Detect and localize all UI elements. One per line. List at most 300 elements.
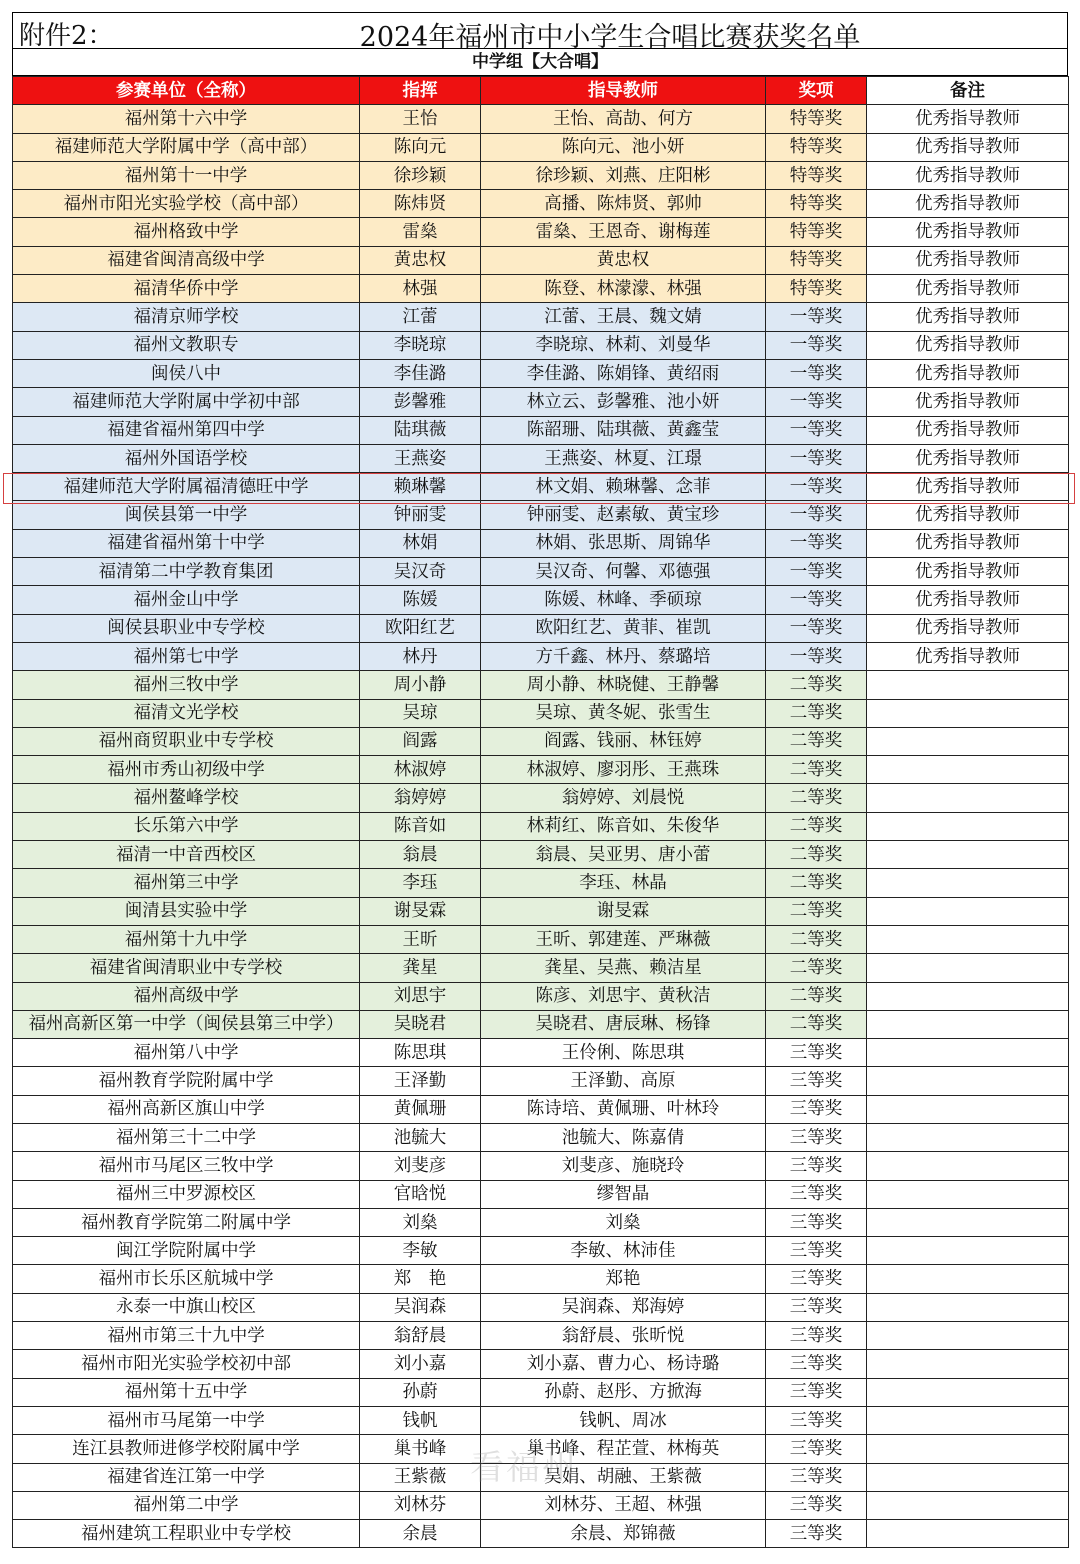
cell-unit: 长乐第六中学 <box>13 812 360 840</box>
table-row <box>13 1039 1069 1067</box>
cell-conductor: 陆琪薇 <box>360 416 481 444</box>
cell-unit: 福州三牧中学 <box>13 671 360 699</box>
cell-unit: 福建师范大学附属福清德旺中学 <box>13 473 360 501</box>
cell-award: 一等奖 <box>766 642 867 670</box>
cell-teachers: 黄忠权 <box>481 246 766 274</box>
cell-note <box>867 812 1069 840</box>
cell-conductor: 吴润森 <box>360 1293 481 1321</box>
table-row <box>13 1067 1069 1095</box>
cell-teachers: 吴晓君、唐辰琳、杨锋 <box>481 1010 766 1038</box>
cell-note <box>867 784 1069 812</box>
cell-unit: 闽侯县第一中学 <box>13 501 360 529</box>
cell-note: 优秀指导教师 <box>867 501 1069 529</box>
cell-conductor: 陈炜贤 <box>360 190 481 218</box>
cell-teachers: 吴润森、郑海婷 <box>481 1293 766 1321</box>
table-row <box>13 727 1069 755</box>
cell-award: 一等奖 <box>766 473 867 501</box>
cell-note: 优秀指导教师 <box>867 133 1069 161</box>
cell-unit: 福建省福州第十中学 <box>13 529 360 557</box>
cell-note <box>867 1293 1069 1321</box>
group-subtitle: 中学组【大合唱】 <box>12 48 1068 76</box>
cell-conductor: 江蕾 <box>360 303 481 331</box>
cell-award: 特等奖 <box>766 105 867 133</box>
cell-note: 优秀指导教师 <box>867 473 1069 501</box>
table-row <box>13 869 1069 897</box>
cell-unit: 福州市阳光实验学校（高中部） <box>13 190 360 218</box>
cell-unit: 福州高级中学 <box>13 982 360 1010</box>
cell-teachers: 吴娟、胡融、王紫薇 <box>481 1463 766 1491</box>
cell-award: 一等奖 <box>766 331 867 359</box>
cell-teachers: 陈诗培、黄佩珊、叶林玲 <box>481 1095 766 1123</box>
cell-conductor: 刘燊 <box>360 1208 481 1236</box>
cell-award: 二等奖 <box>766 1010 867 1038</box>
cell-award: 二等奖 <box>766 756 867 784</box>
cell-award: 一等奖 <box>766 558 867 586</box>
cell-note <box>867 841 1069 869</box>
cell-unit: 福州第十六中学 <box>13 105 360 133</box>
cell-teachers: 巢书峰、程芷萱、林梅英 <box>481 1435 766 1463</box>
cell-conductor: 陈思琪 <box>360 1039 481 1067</box>
cell-unit: 福州市马尾第一中学 <box>13 1406 360 1434</box>
table-row <box>13 218 1069 246</box>
cell-conductor: 翁舒晨 <box>360 1322 481 1350</box>
cell-conductor: 林强 <box>360 275 481 303</box>
cell-unit: 福州市长乐区航城中学 <box>13 1265 360 1293</box>
cell-conductor: 黄佩珊 <box>360 1095 481 1123</box>
table-row <box>13 303 1069 331</box>
cell-note: 优秀指导教师 <box>867 642 1069 670</box>
cell-note <box>867 1491 1069 1519</box>
cell-award: 二等奖 <box>766 869 867 897</box>
table-row <box>13 671 1069 699</box>
table-body <box>13 105 1069 1548</box>
cell-teachers: 翁晨、吴亚男、唐小蕾 <box>481 841 766 869</box>
cell-conductor: 钱帆 <box>360 1406 481 1434</box>
cell-teachers: 谢旻霖 <box>481 897 766 925</box>
cell-unit: 福州教育学院附属中学 <box>13 1067 360 1095</box>
cell-award: 一等奖 <box>766 303 867 331</box>
cell-conductor: 李晓琼 <box>360 331 481 359</box>
table-row <box>13 501 1069 529</box>
cell-conductor: 钟丽雯 <box>360 501 481 529</box>
table-row <box>13 1180 1069 1208</box>
cell-award: 二等奖 <box>766 982 867 1010</box>
table-row <box>13 1491 1069 1519</box>
cell-teachers: 吴琼、黄冬妮、张雪生 <box>481 699 766 727</box>
cell-teachers: 江蕾、王晨、魏文婧 <box>481 303 766 331</box>
cell-conductor: 林丹 <box>360 642 481 670</box>
cell-note <box>867 897 1069 925</box>
cell-teachers: 钱帆、周冰 <box>481 1406 766 1434</box>
cell-teachers: 王怡、高劼、何方 <box>481 105 766 133</box>
cell-conductor: 王紫薇 <box>360 1463 481 1491</box>
cell-award: 二等奖 <box>766 897 867 925</box>
cell-teachers: 池毓大、陈嘉倩 <box>481 1123 766 1151</box>
cell-teachers: 王泽勤、高原 <box>481 1067 766 1095</box>
cell-unit: 福州第十九中学 <box>13 925 360 953</box>
cell-award: 一等奖 <box>766 614 867 642</box>
cell-conductor: 郑 艳 <box>360 1265 481 1293</box>
cell-note <box>867 1265 1069 1293</box>
cell-unit: 福州第七中学 <box>13 642 360 670</box>
column-header-note: 备注 <box>867 77 1069 105</box>
cell-unit: 福建师范大学附属中学（高中部） <box>13 133 360 161</box>
cell-award: 三等奖 <box>766 1322 867 1350</box>
cell-award: 三等奖 <box>766 1378 867 1406</box>
cell-conductor: 刘小嘉 <box>360 1350 481 1378</box>
cell-unit: 福州市马尾区三牧中学 <box>13 1152 360 1180</box>
table-row <box>13 105 1069 133</box>
cell-teachers: 王燕姿、林夏、江璟 <box>481 444 766 472</box>
cell-teachers: 刘斐彦、施晓玲 <box>481 1152 766 1180</box>
cell-note <box>867 1237 1069 1265</box>
cell-teachers: 高播、陈炜贤、郭帅 <box>481 190 766 218</box>
cell-award: 特等奖 <box>766 190 867 218</box>
cell-conductor: 吴汉奇 <box>360 558 481 586</box>
cell-award: 特等奖 <box>766 218 867 246</box>
table-row <box>13 812 1069 840</box>
table-row <box>13 275 1069 303</box>
cell-award: 三等奖 <box>766 1491 867 1519</box>
cell-note <box>867 925 1069 953</box>
table-row <box>13 1378 1069 1406</box>
table-row <box>13 1208 1069 1236</box>
table-row <box>13 133 1069 161</box>
cell-conductor: 周小静 <box>360 671 481 699</box>
cell-note <box>867 727 1069 755</box>
cell-award: 三等奖 <box>766 1463 867 1491</box>
table-row <box>13 614 1069 642</box>
cell-conductor: 欧阳红艺 <box>360 614 481 642</box>
cell-note <box>867 1520 1069 1548</box>
cell-teachers: 缪智晶 <box>481 1180 766 1208</box>
table-row <box>13 1406 1069 1434</box>
table-row <box>13 925 1069 953</box>
cell-unit: 福州第十一中学 <box>13 161 360 189</box>
cell-award: 三等奖 <box>766 1520 867 1548</box>
cell-award: 三等奖 <box>766 1039 867 1067</box>
table-row <box>13 756 1069 784</box>
cell-teachers: 刘燊 <box>481 1208 766 1236</box>
cell-conductor: 雷燊 <box>360 218 481 246</box>
table-row <box>13 1152 1069 1180</box>
cell-note <box>867 1123 1069 1151</box>
cell-teachers: 徐珍颖、刘燕、庄阳彬 <box>481 161 766 189</box>
cell-award: 二等奖 <box>766 671 867 699</box>
cell-note <box>867 869 1069 897</box>
cell-teachers: 王昕、郭建莲、严琳薇 <box>481 925 766 953</box>
table-row <box>13 954 1069 982</box>
cell-teachers: 林文娟、赖琳馨、念菲 <box>481 473 766 501</box>
cell-conductor: 池毓大 <box>360 1123 481 1151</box>
cell-conductor: 李佳潞 <box>360 359 481 387</box>
cell-teachers: 刘林芬、王超、林强 <box>481 1491 766 1519</box>
cell-note: 优秀指导教师 <box>867 161 1069 189</box>
cell-award: 一等奖 <box>766 359 867 387</box>
table-row <box>13 416 1069 444</box>
cell-unit: 福建省福州第四中学 <box>13 416 360 444</box>
cell-note <box>867 1406 1069 1434</box>
cell-unit: 福州高新区旗山中学 <box>13 1095 360 1123</box>
column-header-award: 奖项 <box>766 77 867 105</box>
column-header-conductor: 指挥 <box>360 77 481 105</box>
cell-note <box>867 1067 1069 1095</box>
cell-teachers: 林娟、张思斯、周锦华 <box>481 529 766 557</box>
cell-unit: 福州教育学院第二附属中学 <box>13 1208 360 1236</box>
cell-unit: 福州金山中学 <box>13 586 360 614</box>
table-row <box>13 444 1069 472</box>
cell-award: 特等奖 <box>766 275 867 303</box>
cell-teachers: 林立云、彭馨雅、池小妍 <box>481 388 766 416</box>
cell-unit: 福建省闽清高级中学 <box>13 246 360 274</box>
table-row <box>13 642 1069 670</box>
cell-conductor: 王昕 <box>360 925 481 953</box>
table-row <box>13 1095 1069 1123</box>
cell-teachers: 陈彦、刘思宇、黄秋洁 <box>481 982 766 1010</box>
cell-award: 特等奖 <box>766 246 867 274</box>
table-row <box>13 841 1069 869</box>
cell-award: 二等奖 <box>766 954 867 982</box>
cell-conductor: 龚星 <box>360 954 481 982</box>
cell-award: 三等奖 <box>766 1293 867 1321</box>
cell-teachers: 郑艳 <box>481 1265 766 1293</box>
cell-teachers: 陈登、林濛濛、林强 <box>481 275 766 303</box>
cell-unit: 福州建筑工程职业中专学校 <box>13 1520 360 1548</box>
cell-note <box>867 1095 1069 1123</box>
cell-teachers: 翁婷婷、刘晨悦 <box>481 784 766 812</box>
cell-award: 二等奖 <box>766 925 867 953</box>
cell-conductor: 吴琼 <box>360 699 481 727</box>
watermark: 看福州 <box>470 1448 578 1488</box>
cell-award: 三等奖 <box>766 1095 867 1123</box>
cell-conductor: 李敏 <box>360 1237 481 1265</box>
cell-conductor: 陈向元 <box>360 133 481 161</box>
cell-note: 优秀指导教师 <box>867 331 1069 359</box>
cell-note <box>867 954 1069 982</box>
cell-unit: 福州鳌峰学校 <box>13 784 360 812</box>
table-row <box>13 699 1069 727</box>
cell-teachers: 李晓琼、林莉、刘曼华 <box>481 331 766 359</box>
cell-unit: 福州第二中学 <box>13 1491 360 1519</box>
cell-teachers: 林莉红、陈音如、朱俊华 <box>481 812 766 840</box>
table-row <box>13 1123 1069 1151</box>
cell-unit: 闽江学院附属中学 <box>13 1237 360 1265</box>
cell-conductor: 王泽勤 <box>360 1067 481 1095</box>
cell-conductor: 翁晨 <box>360 841 481 869</box>
cell-unit: 福州第三中学 <box>13 869 360 897</box>
cell-teachers: 陈向元、池小妍 <box>481 133 766 161</box>
cell-unit: 连江县教师进修学校附属中学 <box>13 1435 360 1463</box>
cell-teachers: 李敏、林沛佳 <box>481 1237 766 1265</box>
cell-teachers: 雷燊、王恩奇、谢梅莲 <box>481 218 766 246</box>
table-row <box>13 161 1069 189</box>
table-row <box>13 529 1069 557</box>
cell-teachers: 方千鑫、林丹、蔡璐培 <box>481 642 766 670</box>
cell-note <box>867 1039 1069 1067</box>
table-row <box>13 558 1069 586</box>
cell-unit: 永泰一中旗山校区 <box>13 1293 360 1321</box>
cell-unit: 福建省连江第一中学 <box>13 1463 360 1491</box>
cell-teachers: 陈媛、林峰、季硕琼 <box>481 586 766 614</box>
cell-award: 一等奖 <box>766 501 867 529</box>
cell-award: 一等奖 <box>766 444 867 472</box>
cell-note: 优秀指导教师 <box>867 416 1069 444</box>
cell-teachers: 孙蔚、赵彤、方掀海 <box>481 1378 766 1406</box>
cell-award: 三等奖 <box>766 1406 867 1434</box>
cell-conductor: 徐珍颖 <box>360 161 481 189</box>
award-table <box>12 76 1069 1548</box>
cell-note: 优秀指导教师 <box>867 444 1069 472</box>
cell-unit: 福州商贸职业中专学校 <box>13 727 360 755</box>
cell-unit: 福州格致中学 <box>13 218 360 246</box>
cell-note <box>867 699 1069 727</box>
cell-award: 二等奖 <box>766 841 867 869</box>
cell-teachers: 陈韶珊、陆琪薇、黄鑫莹 <box>481 416 766 444</box>
cell-unit: 福州第八中学 <box>13 1039 360 1067</box>
cell-note: 优秀指导教师 <box>867 190 1069 218</box>
cell-teachers: 余晨、郑锦薇 <box>481 1520 766 1548</box>
cell-conductor: 李珏 <box>360 869 481 897</box>
cell-note: 优秀指导教师 <box>867 529 1069 557</box>
cell-conductor: 孙蔚 <box>360 1378 481 1406</box>
cell-teachers: 翁舒晨、张昕悦 <box>481 1322 766 1350</box>
cell-unit: 福州外国语学校 <box>13 444 360 472</box>
cell-unit: 福州市秀山初级中学 <box>13 756 360 784</box>
cell-award: 二等奖 <box>766 784 867 812</box>
cell-conductor: 翁婷婷 <box>360 784 481 812</box>
cell-unit: 福建师范大学附属中学初中部 <box>13 388 360 416</box>
cell-note <box>867 1378 1069 1406</box>
cell-unit: 福清一中音西校区 <box>13 841 360 869</box>
cell-award: 三等奖 <box>766 1237 867 1265</box>
cell-award: 特等奖 <box>766 161 867 189</box>
cell-note: 优秀指导教师 <box>867 275 1069 303</box>
cell-teachers: 林淑婷、廖羽彤、王燕珠 <box>481 756 766 784</box>
cell-unit: 福清京师学校 <box>13 303 360 331</box>
table-row <box>13 1010 1069 1038</box>
cell-conductor: 黄忠权 <box>360 246 481 274</box>
cell-award: 三等奖 <box>766 1152 867 1180</box>
cell-note: 优秀指导教师 <box>867 558 1069 586</box>
table-row <box>13 1237 1069 1265</box>
cell-award: 三等奖 <box>766 1123 867 1151</box>
cell-award: 一等奖 <box>766 416 867 444</box>
cell-note: 优秀指导教师 <box>867 105 1069 133</box>
cell-award: 二等奖 <box>766 812 867 840</box>
cell-award: 一等奖 <box>766 586 867 614</box>
cell-unit: 福州市第三十九中学 <box>13 1322 360 1350</box>
cell-note: 优秀指导教师 <box>867 586 1069 614</box>
cell-note <box>867 1152 1069 1180</box>
cell-award: 三等奖 <box>766 1067 867 1095</box>
cell-unit: 福清华侨中学 <box>13 275 360 303</box>
table-row <box>13 1350 1069 1378</box>
cell-note: 优秀指导教师 <box>867 218 1069 246</box>
cell-unit: 闽侯八中 <box>13 359 360 387</box>
cell-award: 三等奖 <box>766 1180 867 1208</box>
cell-note <box>867 671 1069 699</box>
cell-award: 一等奖 <box>766 388 867 416</box>
cell-teachers: 李佳潞、陈娟锋、黄绍雨 <box>481 359 766 387</box>
cell-conductor: 余晨 <box>360 1520 481 1548</box>
table-row <box>13 473 1069 501</box>
cell-unit: 闽侯县职业中专学校 <box>13 614 360 642</box>
cell-note <box>867 1322 1069 1350</box>
cell-award: 特等奖 <box>766 133 867 161</box>
cell-conductor: 林娟 <box>360 529 481 557</box>
cell-unit: 福州文教职专 <box>13 331 360 359</box>
cell-unit: 福州高新区第一中学（闽侯县第三中学） <box>13 1010 360 1038</box>
cell-note <box>867 982 1069 1010</box>
cell-conductor: 王怡 <box>360 105 481 133</box>
cell-note <box>867 1435 1069 1463</box>
cell-conductor: 谢旻霖 <box>360 897 481 925</box>
cell-award: 三等奖 <box>766 1208 867 1236</box>
cell-teachers: 吴汉奇、何馨、邓德强 <box>481 558 766 586</box>
cell-conductor: 官晗悦 <box>360 1180 481 1208</box>
cell-note <box>867 1350 1069 1378</box>
cell-teachers: 阎露、钱丽、林钰婷 <box>481 727 766 755</box>
cell-teachers: 龚星、吴燕、赖洁星 <box>481 954 766 982</box>
award-sheet <box>12 12 1068 1548</box>
cell-award: 二等奖 <box>766 727 867 755</box>
cell-note: 优秀指导教师 <box>867 303 1069 331</box>
table-row <box>13 1322 1069 1350</box>
cell-conductor: 赖琳馨 <box>360 473 481 501</box>
cell-teachers: 钟丽雯、赵素敏、黄宝珍 <box>481 501 766 529</box>
cell-conductor: 林淑婷 <box>360 756 481 784</box>
cell-award: 三等奖 <box>766 1350 867 1378</box>
cell-conductor: 刘思宇 <box>360 982 481 1010</box>
cell-conductor: 吴晓君 <box>360 1010 481 1038</box>
cell-conductor: 陈音如 <box>360 812 481 840</box>
cell-conductor: 巢书峰 <box>360 1435 481 1463</box>
cell-conductor: 陈媛 <box>360 586 481 614</box>
cell-note: 优秀指导教师 <box>867 388 1069 416</box>
column-header-unit: 参赛单位（全称） <box>13 77 360 105</box>
table-row <box>13 982 1069 1010</box>
cell-conductor: 刘斐彦 <box>360 1152 481 1180</box>
cell-unit: 福清第二中学教育集团 <box>13 558 360 586</box>
cell-teachers: 王伶俐、陈思琪 <box>481 1039 766 1067</box>
cell-unit: 福州第十五中学 <box>13 1378 360 1406</box>
cell-teachers: 李珏、林晶 <box>481 869 766 897</box>
table-row <box>13 388 1069 416</box>
table-row <box>13 1293 1069 1321</box>
cell-award: 一等奖 <box>766 529 867 557</box>
title-row <box>12 12 1068 53</box>
cell-note <box>867 1208 1069 1236</box>
cell-award: 三等奖 <box>766 1265 867 1293</box>
cell-note: 优秀指导教师 <box>867 614 1069 642</box>
table-header-row <box>13 77 1069 105</box>
table-row <box>13 331 1069 359</box>
cell-note <box>867 1010 1069 1038</box>
cell-conductor: 彭馨雅 <box>360 388 481 416</box>
cell-note <box>867 1463 1069 1491</box>
cell-note: 优秀指导教师 <box>867 246 1069 274</box>
table-row <box>13 1265 1069 1293</box>
cell-teachers: 欧阳红艺、黄菲、崔凯 <box>481 614 766 642</box>
cell-note <box>867 756 1069 784</box>
cell-award: 二等奖 <box>766 699 867 727</box>
cell-unit: 福清文光学校 <box>13 699 360 727</box>
cell-conductor: 阎露 <box>360 727 481 755</box>
cell-note <box>867 1180 1069 1208</box>
cell-conductor: 刘林芬 <box>360 1491 481 1519</box>
table-row <box>13 246 1069 274</box>
table-row <box>13 784 1069 812</box>
